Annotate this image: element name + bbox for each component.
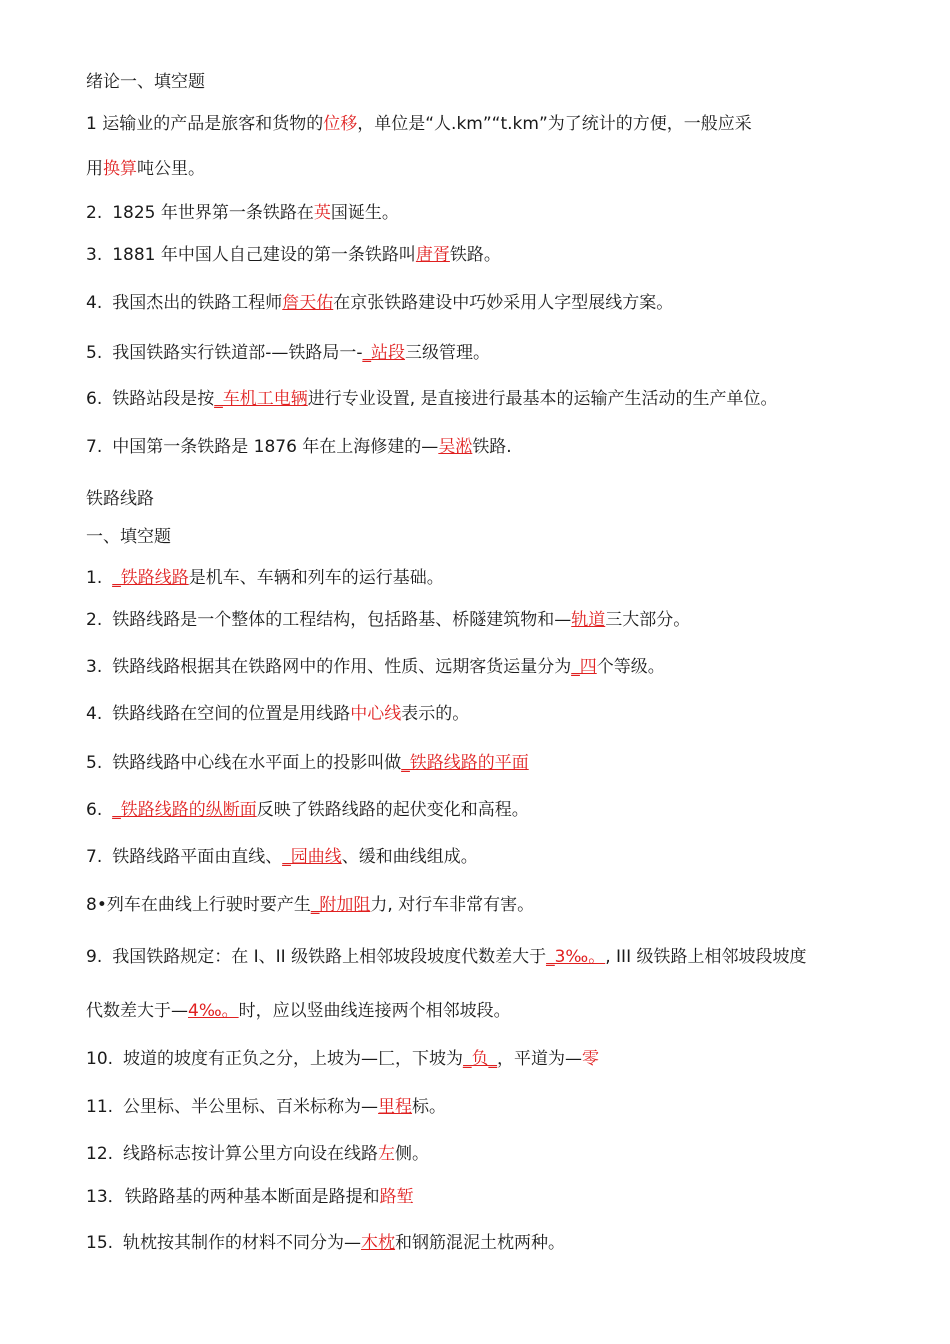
section-title-intro: 绪论一、填空题 <box>86 72 205 92</box>
railway-q11: 11. 公里标、半公里标、百米标称为—里程标。 <box>86 1097 447 1117</box>
answer: _站段 <box>362 343 406 363</box>
railway-q9-line1: 9. 我国铁路规定：在 I、II 级铁路上相邻坡段坡度代数差大于_3‰。, III 级铁路上相邻坡段坡度 <box>86 947 807 967</box>
section-title-fill-blank: 一、填空题 <box>86 527 171 547</box>
answer: 位移 <box>323 114 358 134</box>
answer: _园曲线 <box>282 847 342 867</box>
answer: 唐胥 <box>415 245 450 265</box>
answer: 4‰。 <box>188 1001 239 1021</box>
answer: 中心线 <box>350 704 402 724</box>
answer: 轨道 <box>571 610 606 630</box>
intro-q3: 3. 1881 年中国人自己建设的第一条铁路叫唐胥铁路。 <box>86 245 501 265</box>
answer: _铁路线路的平面 <box>401 753 529 773</box>
railway-q7: 7. 铁路线路平面由直线、_园曲线、缓和曲线组成。 <box>86 847 478 867</box>
railway-q9-line2: 代数差大于—4‰。时，应以竖曲线连接两个相邻坡段。 <box>86 1001 511 1021</box>
answer: _铁路线路的纵断面 <box>112 800 257 820</box>
answer: 木枕 <box>361 1233 396 1253</box>
answer: 詹天佑 <box>282 293 334 313</box>
answer: 吴淞 <box>438 437 473 457</box>
answer: _四 <box>571 657 597 677</box>
railway-q15: 15. 轨枕按其制作的材料不同分为—木枕和钢筋混泥土枕两种。 <box>86 1233 566 1253</box>
answer: 换算 <box>103 159 137 179</box>
railway-q13: 13．铁路路基的两种基本断面是路提和路堑 <box>86 1187 414 1207</box>
intro-q1-line1: 1 运输业的产品是旅客和货物的位移，单位是“人.km”“t.km”为了统计的方便，一般应采 <box>86 114 752 134</box>
railway-q4: 4. 铁路线路在空间的位置是用线路中心线表示的。 <box>86 704 470 724</box>
intro-q6: 6. 铁路站段是按_车机工电辆进行专业设置, 是直接进行最基本的运输产生活动的生产单位。 <box>86 389 778 409</box>
answer: 零 <box>582 1049 600 1069</box>
intro-q4: 4. 我国杰出的铁路工程师詹天佑在京张铁路建设中巧妙采用人字型展线方案。 <box>86 293 674 313</box>
answer: 左 <box>378 1144 396 1164</box>
railway-q10: 10. 坡道的坡度有正负之分，上坡为—匚，下坡为_负_，平道为—零 <box>86 1049 600 1069</box>
railway-q1: 1. _铁路线路是机车、车辆和列车的运行基础。 <box>86 568 444 588</box>
intro-q5: 5. 我国铁路实行铁道部-—铁路局一-_站段三级管理。 <box>86 343 491 363</box>
answer: 里程 <box>378 1097 413 1117</box>
intro-q7: 7. 中国第一条铁路是 1876 年在上海修建的—吴淞铁路. <box>86 437 512 457</box>
answer: _车机工电辆 <box>214 389 308 409</box>
railway-q5: 5. 铁路线路中心线在水平面上的投影叫做_铁路线路的平面 <box>86 753 529 773</box>
answer: _负_ <box>463 1049 498 1069</box>
answer: 路堑 <box>379 1187 414 1207</box>
railway-q8: 8•列车在曲线上行驶时要产生_附加阻力, 对行车非常有害。 <box>86 895 535 915</box>
answer: _铁路线路 <box>112 568 189 588</box>
intro-q1-line2: 用换算吨公里。 <box>86 159 205 179</box>
answer: _附加阻 <box>310 895 371 915</box>
answer: _3‰。 <box>546 947 606 967</box>
section-title-railway-line: 铁路线路 <box>86 489 154 509</box>
railway-q3: 3. 铁路线路根据其在铁路网中的作用、性质、远期客货运量分为_四个等级。 <box>86 657 665 677</box>
railway-q6: 6. _铁路线路的纵断面反映了铁路线路的起伏变化和高程。 <box>86 800 529 820</box>
railway-q12: 12. 线路标志按计算公里方向设在线路左侧。 <box>86 1144 430 1164</box>
answer: 英 <box>313 203 331 223</box>
intro-q2: 2. 1825 年世界第一条铁路在英国诞生。 <box>86 203 399 223</box>
railway-q2: 2. 铁路线路是一个整体的工程结构，包括路基、桥隧建筑物和—轨道三大部分。 <box>86 610 691 630</box>
